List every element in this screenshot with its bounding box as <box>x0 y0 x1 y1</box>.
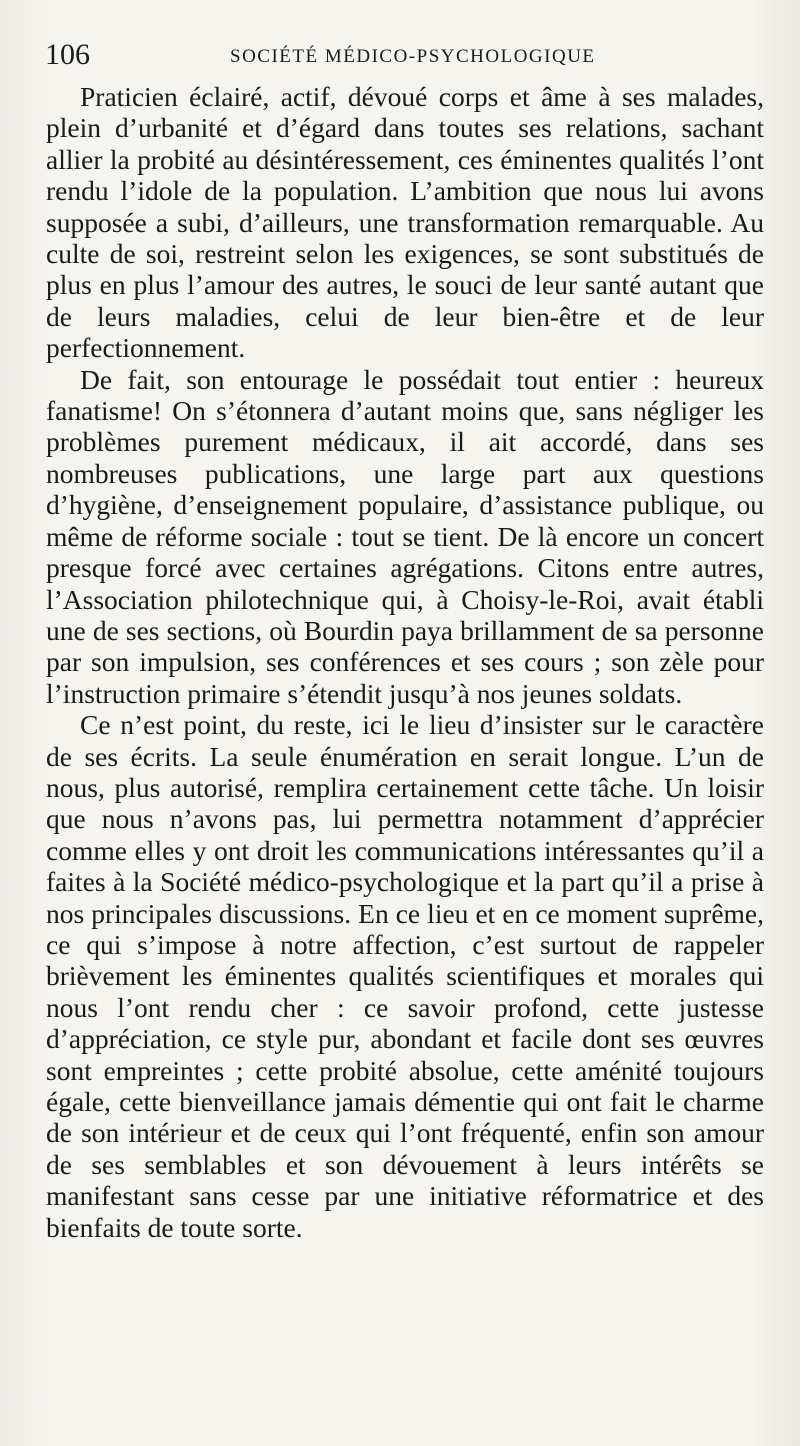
running-title: SOCIÉTÉ MÉDICO-PSYCHOLOGIQUE <box>230 46 596 67</box>
paragraph-3: Ce n’est point, du reste, ici le lieu d’insister sur le caractère de ses écrits. La seule énumération en serait longue. L’un de nous, plus autorisé, remplira certainement cette tâche. Un loisir que nous n’avons pas, lui permettra notamment d’apprécier comme elles y ont droit les communications intéressantes qu’il a faites à la Société médico-psychologique et la part qu’il a prise à nos principales discussions. En ce lieu et en ce moment suprême, ce qui s’impose à notre affection, c’est surtout de rappeler brièvement les éminentes qualités scientifiques et morales qui nous l’ont rendu cher : ce savoir profond, cette justesse d’appréciation, ce style pur, abondant et facile dont ses œuvres sont empreintes ; cette probité absolue, cette aménité toujours égale, cette bienveillance jamais démentie qui ont fait le charme de son intérieur et de ceux qui l’ont fréquenté, enfin son amour de ses semblables et son dévouement à leurs intérêts se manifestant sans cesse par une initiative réformatrice et des bienfaits de toute sorte. <box>46 709 764 1243</box>
page-header <box>45 30 760 80</box>
paragraph-1: Praticien éclairé, actif, dévoué corps et âme à ses malades, plein d’urbanité et d’égard dans toutes ses relations, sachant allier la probité au désintéressement, ces éminentes qualités l’ont rendu l’idole de la population. L’ambition que nous lui avons supposée a subi, d’ailleurs, une transformation remarquable. Au culte de soi, restreint selon les exigences, se sont substitués de plus en plus l’amour des autres, le souci de leur santé autant que de leurs maladies, celui de leur bien-être et de leur perfectionnement. <box>46 81 764 364</box>
page-number: 106 <box>45 38 90 71</box>
body-text <box>46 81 764 1243</box>
paragraph-2: De fait, son entourage le possédait tout entier : heureux fanatisme! On s’étonnera d’autant moins que, sans négliger les problèmes purement médicaux, il ait accordé, dans ses nombreuses publications, une large part aux questions d’hygiène, d’enseignement populaire, d’assistance publique, ou même de réforme sociale : tout se tient. De là encore un concert presque forcé avec certaines agrégations. Citons entre autres, l’Association philotechnique qui, à Choisy-le-Roi, avait établi une de ses sections, où Bourdin paya brillamment de sa personne par son impulsion, ses conférences et ses cours ; son zèle pour l’instruction primaire s’étendit jusqu’à nos jeunes soldats. <box>46 363 764 709</box>
